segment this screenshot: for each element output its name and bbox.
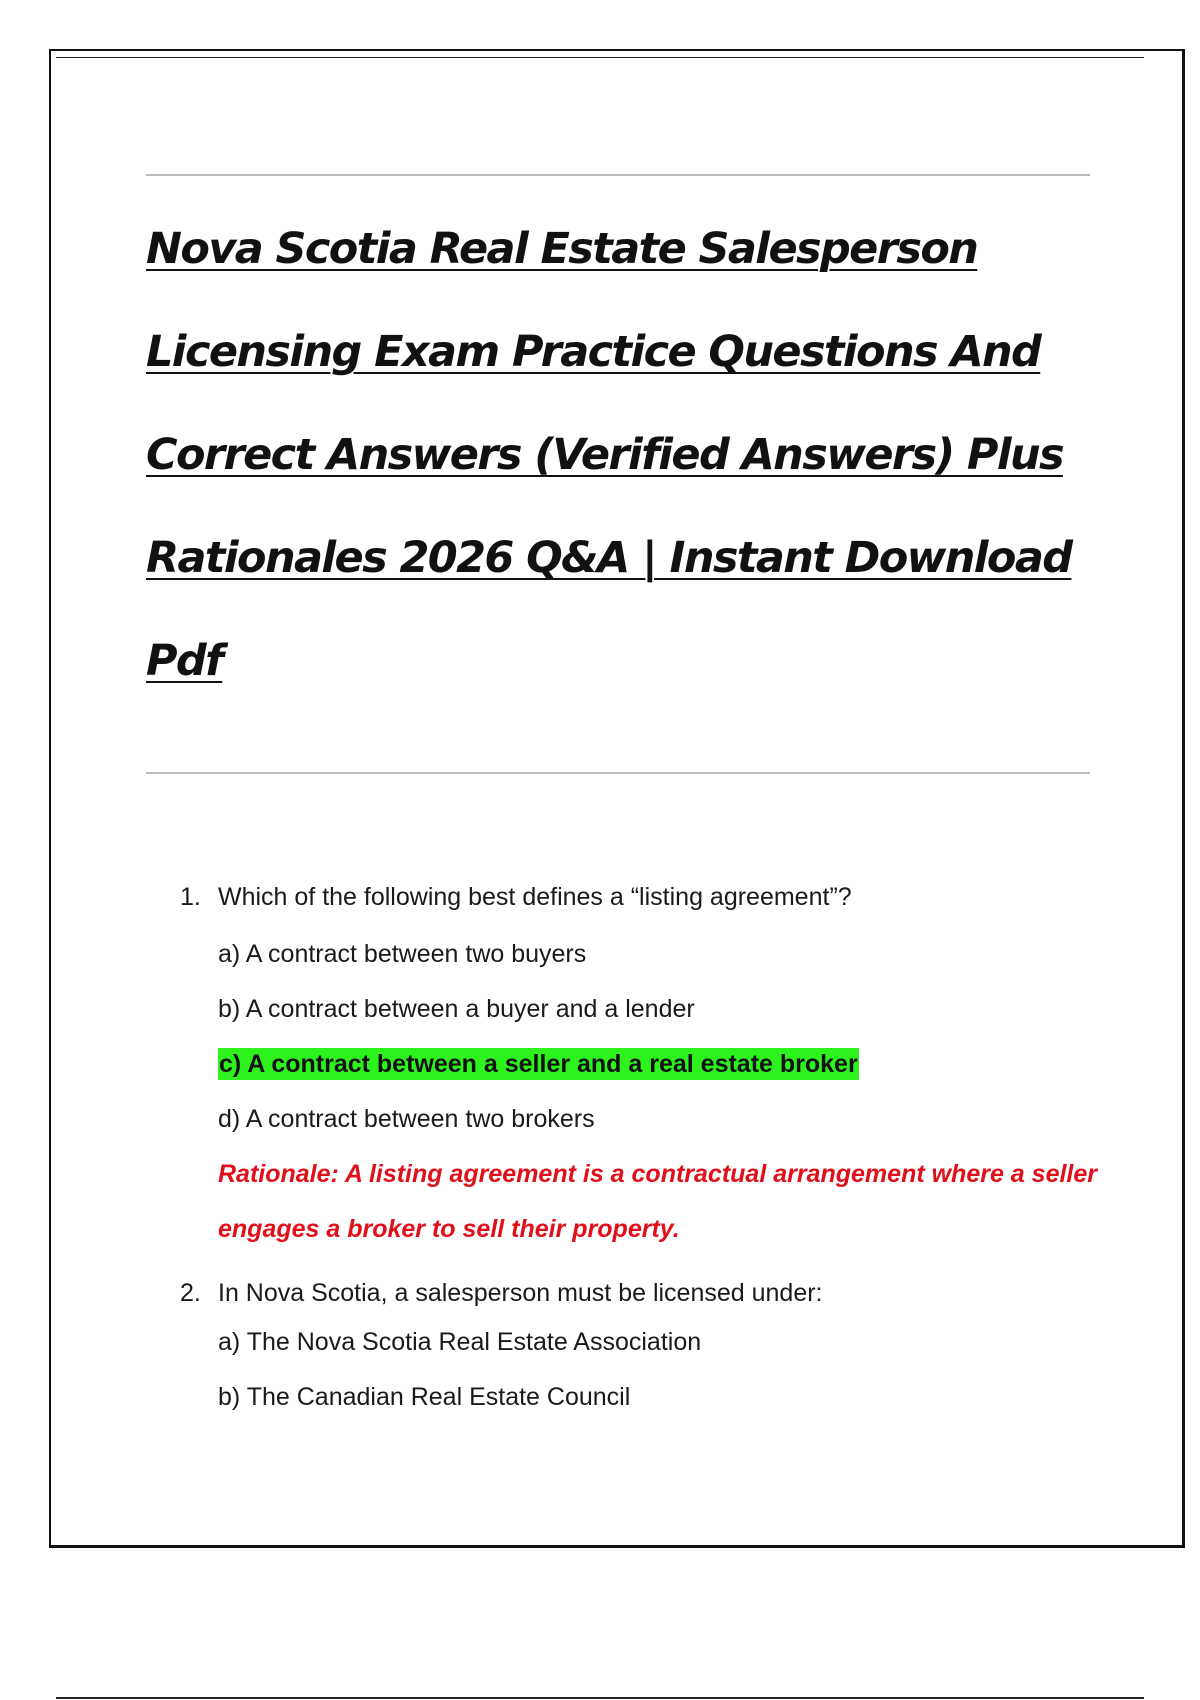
next-page-top-border (56, 1697, 1144, 1699)
title-bottom-rule (146, 772, 1090, 774)
title-top-rule (146, 174, 1090, 176)
question-list (180, 875, 1100, 1425)
answer-options (180, 1315, 1100, 1425)
correct-answer-option-c (218, 1037, 1100, 1092)
question-stem (180, 875, 1100, 919)
correct-answer-highlight: c) A contract between a seller and a real estate broker (219, 1050, 858, 1078)
answer-option-b: b) A contract between a buyer and a lender (218, 995, 695, 1023)
question-text: Which of the following best defines a “listing agreement”? (218, 883, 852, 911)
question-number: 1. (180, 883, 201, 911)
answer-option-b: b) The Canadian Real Estate Council (218, 1383, 631, 1411)
answer-option-d: d) A contract between two brokers (218, 1105, 595, 1133)
answer-option-a: a) A contract between two buyers (218, 940, 587, 968)
question-1 (180, 875, 1100, 1257)
question-stem (180, 1271, 1100, 1315)
answer-options (180, 927, 1100, 1147)
top-border-line (56, 57, 1144, 58)
rationale-text: Rationale: A listing agreement is a contractual arrangement where a seller engages a broker to sell their property. (218, 1160, 1097, 1243)
document-title: Nova Scotia Real Estate Salesperson Licensing Exam Practice Questions And Correct Answers (Verified Answers) Plus Rationales 2026 Q&A | Instant Download Pdf (146, 224, 1072, 686)
answer-option-a: a) The Nova Scotia Real Estate Association (218, 1328, 702, 1356)
question-text: In Nova Scotia, a salesperson must be licensed under: (218, 1279, 823, 1307)
question-number: 2. (180, 1279, 201, 1307)
question-2 (180, 1271, 1100, 1425)
